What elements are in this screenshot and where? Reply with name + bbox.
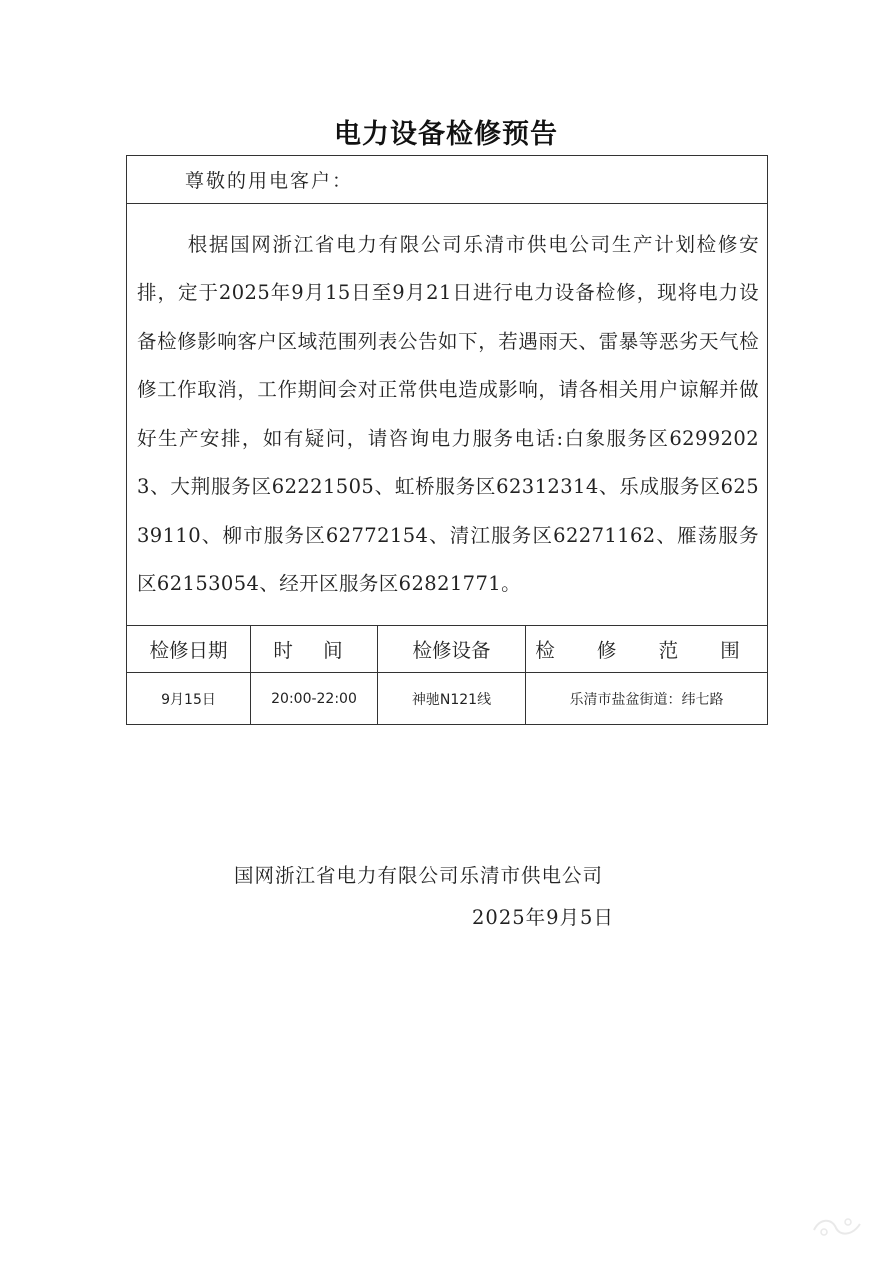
notice-body: 根据国网浙江省电力有限公司乐清市供电公司生产计划检修安排，定于2025年9月15日至9月21日进行电力设备检修，现将电力设备检修影响客户区域范围列表公告如下，若遇雨天、雷暴等恶劣天气检修工作取消，工作期间会对正常供电造成影响，请各相关用户谅解并做好生产安排，如有疑问，请咨询电力服务电话:白象服务区62992023、大荆服务区62221505、虹桥服务区62312314、乐成服务区62539110、柳市服务区62772154、清江服务区62271162、雁荡服务区62153054、经开区服务区62821771。 <box>127 204 768 626</box>
cell-scope: 乐清市盐盆街道：纬七路 <box>526 673 768 725</box>
table-header-row <box>127 626 768 673</box>
header-equipment: 检修设备 <box>378 626 526 673</box>
page-title: 电力设备检修预告 <box>334 119 558 150</box>
watermark-icon <box>810 1214 864 1240</box>
cell-date: 9月15日 <box>127 673 251 725</box>
table-row <box>127 673 768 725</box>
salutation: 尊敬的用电客户： <box>127 156 768 204</box>
issuer-signature: 国网浙江省电力有限公司乐清市供电公司 <box>234 864 604 887</box>
cell-equipment: 神驰N121线 <box>378 673 526 725</box>
issue-date: 2025年9月5日 <box>472 906 614 929</box>
header-date: 检修日期 <box>127 626 251 673</box>
header-time: 时 间 <box>251 626 378 673</box>
header-scope: 检 修 范 围 <box>526 626 768 673</box>
notice-table <box>126 155 768 725</box>
cell-time: 20:00-22:00 <box>251 673 378 725</box>
